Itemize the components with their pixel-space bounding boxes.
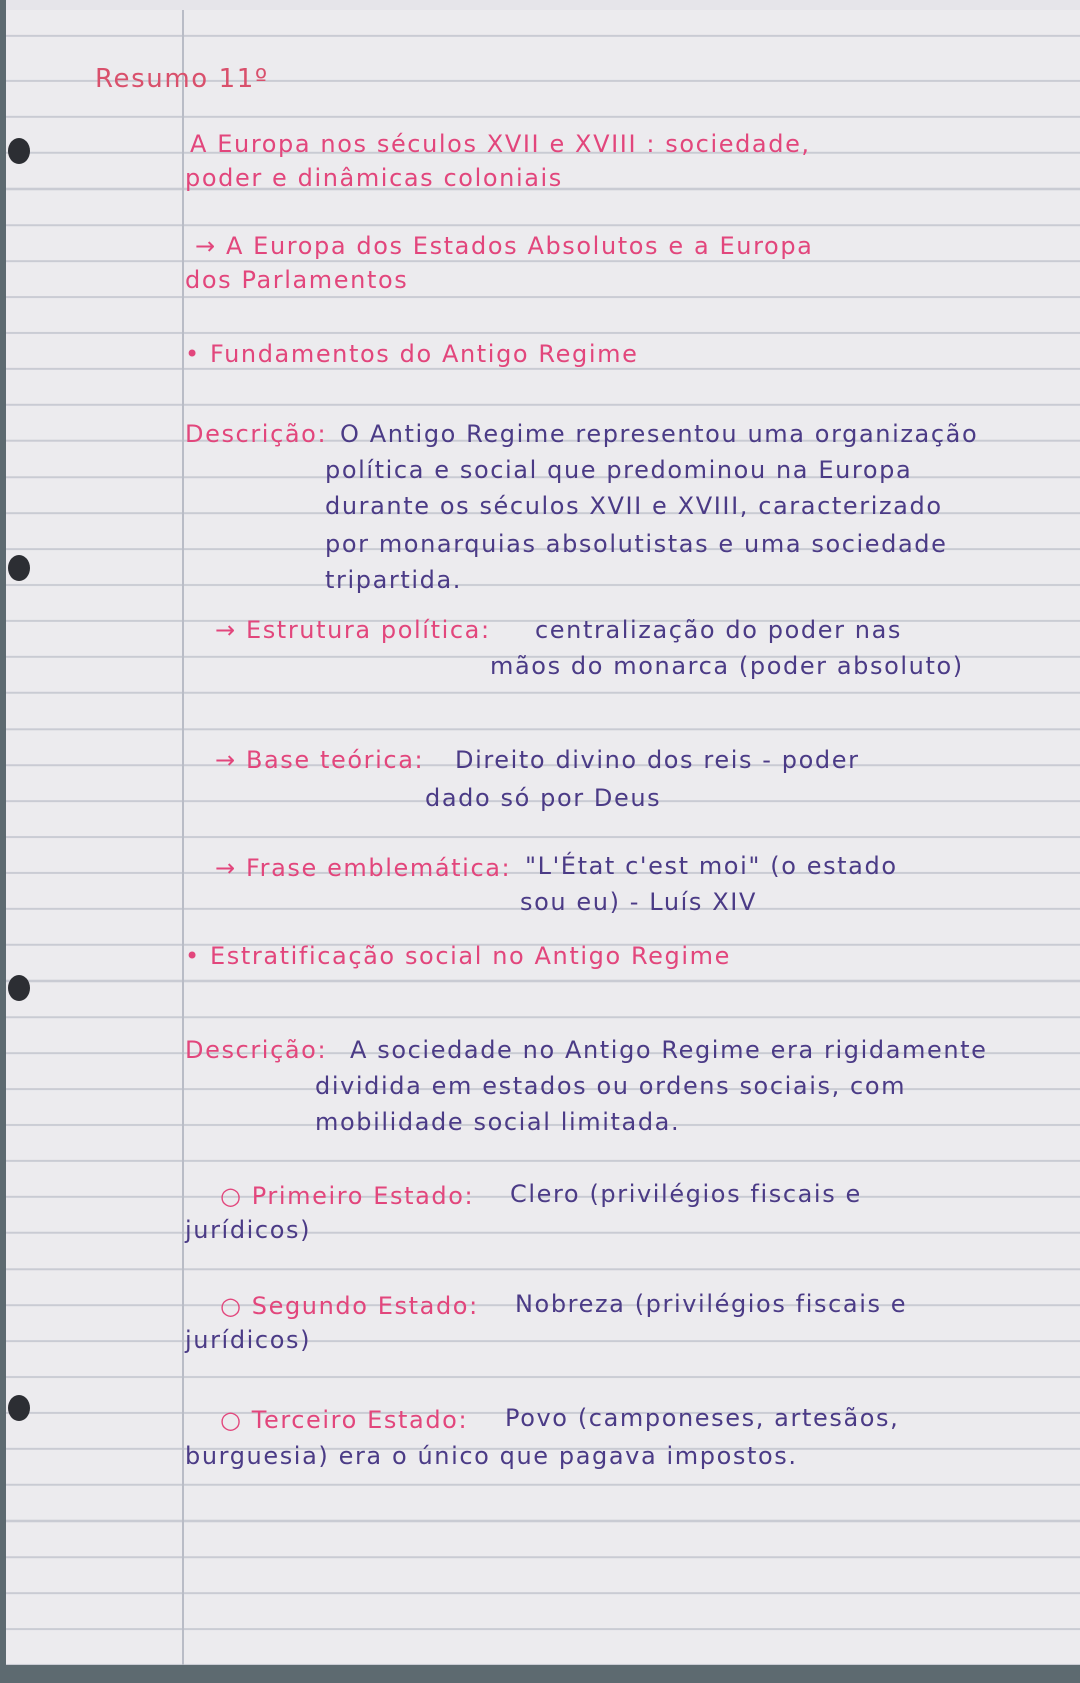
estate-text: jurídicos): [185, 1326, 312, 1354]
topic-line: poder e dinâmicas coloniais: [185, 164, 563, 192]
point-label: → Base teórica:: [215, 746, 425, 774]
point-text: dado só por Deus: [425, 784, 662, 812]
description-line: política e social que predominou na Europa: [325, 456, 913, 484]
estate-text: Povo (camponeses, artesãos,: [505, 1404, 900, 1432]
binder-hole: [8, 138, 30, 164]
binder-hole: [8, 555, 30, 581]
subtopic-line: dos Parlamentos: [185, 266, 409, 294]
topic-line: A Europa nos séculos XVII e XVIII : sociedade,: [190, 130, 811, 158]
point-text: centralização do poder nas: [535, 616, 902, 644]
point-text: mãos do monarca (poder absoluto): [490, 652, 964, 680]
page-title: Resumo 11º: [95, 64, 269, 94]
description-line: O Antigo Regime representou uma organização: [340, 420, 979, 448]
binder-hole: [8, 975, 30, 1001]
estate-label: ○ Terceiro Estado:: [220, 1406, 469, 1434]
subtopic-line: → A Europa dos Estados Absolutos e a Europa: [195, 232, 814, 260]
estate-label: ○ Segundo Estado:: [220, 1292, 479, 1320]
point-label: → Estrutura política:: [215, 616, 491, 644]
estate-text: burguesia) era o único que pagava impostos.: [185, 1442, 798, 1470]
description-label: Descrição:: [185, 420, 328, 448]
binder-hole: [8, 1395, 30, 1421]
section-heading: • Fundamentos do Antigo Regime: [185, 340, 639, 368]
estate-label: ○ Primeiro Estado:: [220, 1182, 475, 1210]
description-line: tripartida.: [325, 566, 463, 594]
description-line: por monarquias absolutistas e uma sociedade: [325, 530, 948, 558]
description-label: Descrição:: [185, 1036, 328, 1064]
description-line: durante os séculos XVII e XVIII, caracterizado: [325, 492, 943, 520]
point-text: "L'État c'est moi" (o estado: [525, 852, 898, 880]
description-line: A sociedade no Antigo Regime era rigidamente: [350, 1036, 988, 1064]
section-heading: • Estratificação social no Antigo Regime: [185, 942, 731, 970]
point-label: → Frase emblemática:: [215, 854, 512, 882]
page-top-edge: [6, 0, 1080, 10]
estate-text: jurídicos): [185, 1216, 312, 1244]
estate-text: Clero (privilégios fiscais e: [510, 1180, 862, 1208]
description-line: dividida em estados ou ordens sociais, com: [315, 1072, 907, 1100]
point-text: Direito divino dos reis - poder: [455, 746, 860, 774]
point-text: sou eu) - Luís XIV: [520, 888, 757, 916]
estate-text: Nobreza (privilégios fiscais e: [515, 1290, 908, 1318]
description-line: mobilidade social limitada.: [315, 1108, 681, 1136]
